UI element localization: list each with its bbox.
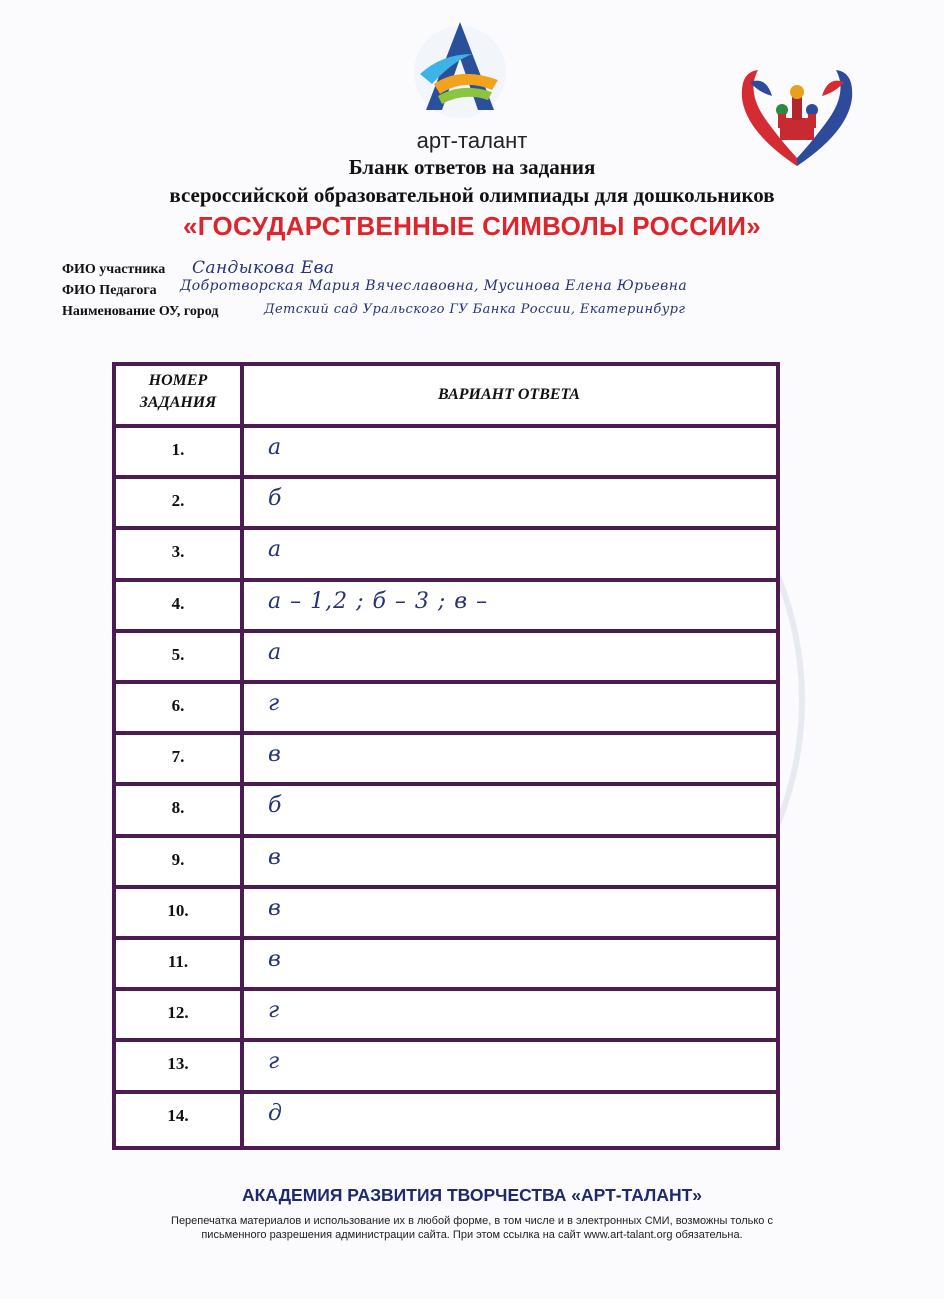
header-answer: ВАРИАНТ ОТВЕТА xyxy=(438,386,580,403)
task-number: 12. xyxy=(167,1003,189,1023)
task-number: 13. xyxy=(167,1054,189,1074)
answer-value: г xyxy=(268,1049,281,1075)
task-number: 4. xyxy=(171,593,185,613)
answer-value: г xyxy=(268,998,281,1024)
row-divider xyxy=(116,680,776,684)
header-task-number-line1: НОМЕР xyxy=(148,372,208,389)
column-divider xyxy=(240,366,244,1146)
participant-name-label: ФИО участника xyxy=(62,262,166,277)
art-talant-logo-icon xyxy=(412,14,508,132)
answer-value: а xyxy=(268,537,283,563)
row-divider xyxy=(116,731,776,735)
row-divider xyxy=(116,834,776,838)
header-task-number xyxy=(116,370,240,414)
organization-label: Наименование ОУ, город xyxy=(62,304,219,319)
answer-value: а xyxy=(268,639,283,665)
academy-name: АКАДЕМИЯ РАЗВИТИЯ ТВОРЧЕСТВА «АРТ-ТАЛАНТ» xyxy=(241,1185,703,1205)
row-divider xyxy=(116,526,776,530)
teacher-name-label: ФИО Педагога xyxy=(62,283,157,298)
answer-value: б xyxy=(268,793,283,819)
form-title: Бланк ответов на задания xyxy=(348,155,596,179)
row-divider xyxy=(116,782,776,786)
answer-value: а – 1,2 ; б – 3 ; в – xyxy=(268,588,489,614)
task-number: 8. xyxy=(171,798,185,818)
brand-name: арт-талант xyxy=(416,128,528,153)
answer-value: а xyxy=(268,435,283,460)
answers-table xyxy=(112,362,780,1150)
form-subtitle: всероссийской образовательной олимпиады для дошкольников xyxy=(169,183,775,207)
task-number: 11. xyxy=(167,952,189,971)
row-divider xyxy=(116,424,776,428)
copyright-notice xyxy=(80,1214,864,1242)
answer-value: в xyxy=(268,895,282,921)
participant-name-value: Сандыкова Ева xyxy=(192,258,335,278)
olympiad-title: «ГОСУДАРСТВЕННЫЕ СИМВОЛЫ РОССИИ» xyxy=(182,211,762,241)
row-divider xyxy=(116,475,776,479)
answer-value: г xyxy=(268,691,281,716)
task-number: 7. xyxy=(171,747,185,767)
task-number: 1. xyxy=(171,440,185,459)
row-divider xyxy=(116,578,776,582)
task-number: 9. xyxy=(171,849,185,869)
copyright-notice-line1: Перепечатка материалов и использование их в любой форме, в том числе и в электронных СМИ, возможны только с xyxy=(171,1215,773,1227)
answer-value: д xyxy=(268,1100,283,1126)
row-divider xyxy=(116,1090,776,1094)
teacher-name-value: Добротворская Мария Вячеславовна, Мусинова Елена Юрьевна xyxy=(180,278,688,294)
header-task-number-line2: ЗАДАНИЯ xyxy=(139,394,217,411)
row-divider xyxy=(116,629,776,633)
row-divider xyxy=(116,987,776,991)
answer-value: в xyxy=(268,742,282,768)
task-number: 14. xyxy=(167,1105,189,1125)
task-number: 10. xyxy=(167,900,189,920)
copyright-notice-line2: письменного разрешения администрации сайта. При этом ссылка на сайт www.art-talant.org обязательна. xyxy=(201,1229,743,1241)
answer-value: б xyxy=(268,486,283,512)
task-number: 3. xyxy=(171,542,185,562)
row-divider xyxy=(116,1038,776,1042)
task-number: 5. xyxy=(171,644,185,664)
row-divider xyxy=(116,936,776,940)
row-divider xyxy=(116,885,776,889)
answer-value: в xyxy=(268,947,282,972)
task-number: 6. xyxy=(171,696,185,715)
task-number: 2. xyxy=(171,491,185,511)
table-header xyxy=(116,366,776,426)
answer-value: в xyxy=(268,844,282,870)
organization-value: Детский сад Уральского ГУ Банка России, Екатеринбург xyxy=(264,302,686,317)
